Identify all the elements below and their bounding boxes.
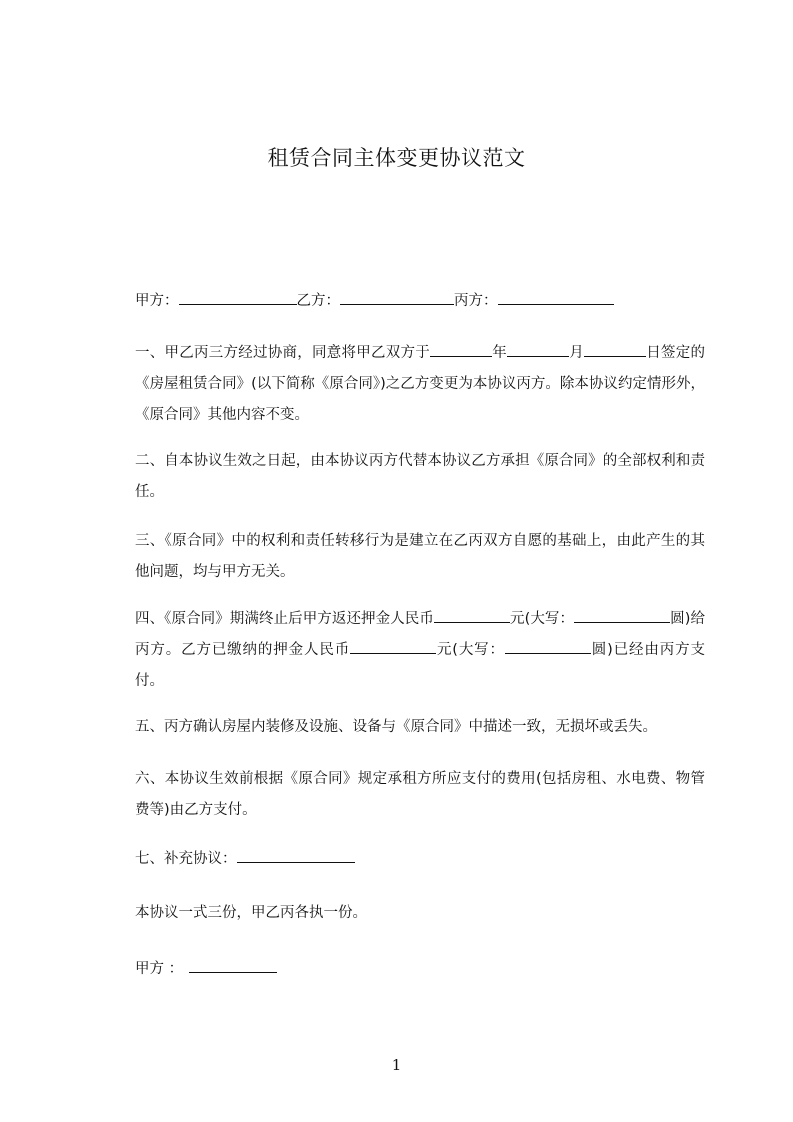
clause-1-text-b: 签定的《房屋租赁合同》(以下简称《原合同》)之乙方变更为本协议丙方。除本协议约定情形外，《原合同》其他内容不变。	[135, 345, 705, 423]
clause-5	[105, 712, 705, 743]
clause-4-text-e: 圆)已经由丙方支付。	[135, 642, 705, 689]
party-c-blank	[498, 289, 614, 305]
party-b-label: 乙方：	[296, 293, 340, 309]
deposit-paid-amount-blank	[350, 638, 436, 654]
day-label: 日	[646, 345, 661, 361]
month-blank	[507, 341, 569, 357]
clause-2	[105, 446, 705, 508]
month-label: 月	[569, 345, 584, 361]
year-blank	[430, 341, 492, 357]
document-title: 租赁合同主体变更协议范文	[267, 146, 526, 170]
clause-7-text: 七、补充协议：	[135, 851, 237, 867]
party-b-blank	[340, 289, 454, 305]
clause-6	[105, 764, 705, 826]
deposit-return-amount-blank	[434, 607, 510, 623]
copies-text: 本协议一式三份，甲乙丙各执一份。	[135, 905, 367, 921]
deposit-return-uppercase-blank	[574, 607, 670, 623]
clause-4-text-a: 四、《原合同》期满终止后甲方返还押金人民币	[135, 611, 434, 627]
clause-4-text-c: 圆)给丙方。乙方已缴纳的押金人民币	[135, 611, 705, 658]
deposit-paid-uppercase-blank	[505, 638, 591, 654]
party-c-label: 丙方：	[454, 293, 498, 309]
clause-7	[105, 844, 705, 875]
clause-4-text-d: 元(大写：	[436, 642, 505, 658]
supplementary-agreement-blank	[237, 847, 355, 863]
party-a-label: 甲方：	[135, 293, 179, 309]
clause-6-text: 六、本协议生效前根据《原合同》规定承租方所应支付的费用(包括房租、水电费、物管费等)由乙方支付。	[135, 771, 705, 818]
signature-a-blank	[189, 957, 277, 973]
clause-4	[105, 604, 705, 697]
signature-line	[105, 954, 705, 985]
clause-1-text-a: 一、甲乙丙三方经过协商，同意将甲乙双方于	[135, 345, 430, 361]
year-label: 年	[492, 345, 507, 361]
copies-statement	[105, 898, 705, 929]
signature-a-label: 甲方 ：	[135, 961, 184, 977]
clause-4-text-b: 元(大写：	[509, 611, 575, 627]
parties-line	[105, 286, 705, 317]
clause-2-text: 二、自本协议生效之日起，由本协议丙方代替本协议乙方承担《原合同》的全部权利和责任。	[135, 453, 705, 500]
clause-3	[105, 526, 705, 588]
clause-5-text: 五、丙方确认房屋内装修及设施、设备与《原合同》中描述一致，无损坏或丢失。	[135, 719, 657, 735]
clause-3-text: 三、《原合同》中的权利和责任转移行为是建立在乙丙双方自愿的基础上，由此产生的其他问题，均与甲方无关。	[135, 533, 705, 580]
day-blank	[584, 341, 646, 357]
party-a-blank	[179, 289, 297, 305]
page-number: 1	[391, 1056, 402, 1074]
clause-1	[105, 338, 705, 431]
